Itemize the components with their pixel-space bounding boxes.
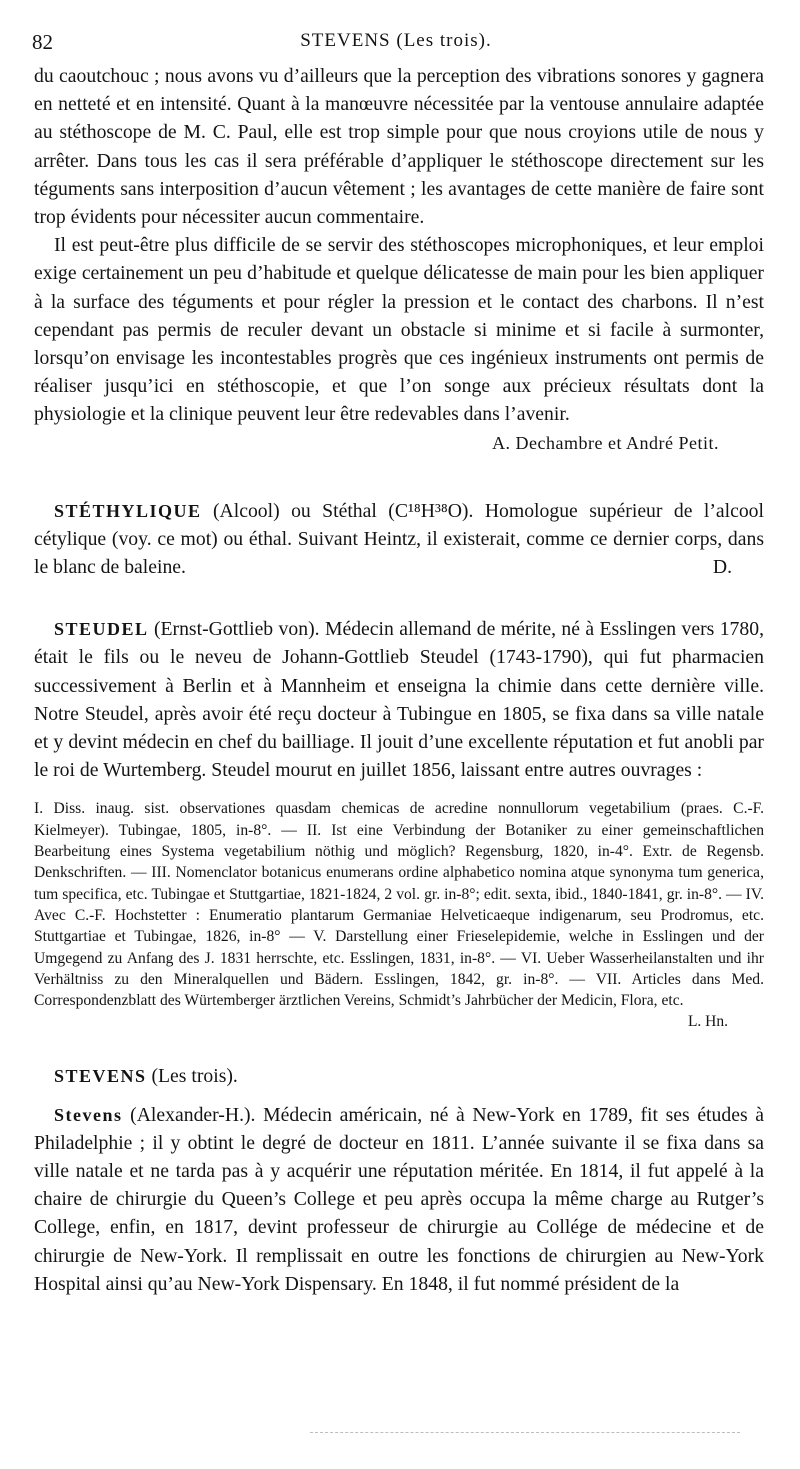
- entry-text: (Alcool) ou Stéthal (C¹⁸H³⁸O). Homologue supérieur de l’alcool cétylique (voy. ce mot) ou éthal. Suivant Heintz, il existerait, comme ce dernier corps, dans le blanc de baleine.: [34, 499, 764, 579]
- stethoscope-paragraph-1: du caoutchouc ; nous avons vu d’ailleurs que la perception des vibrations sonores y gagnera en netteté et en intensité. Quant à la manœuvre nécessitée par la ventouse annulaire adaptée au stéthoscope de M. C. Paul, elle est trop simple pour que nous croyions utile de nous y arrêter. Dans tous les cas il sera préférable d’appliquer le stéthoscope directement sur les téguments sans interposition d’aucun vêtement ; les avantages de cette manière de faire sont trop évidents pour nécessiter aucun commentaire.: [34, 65, 764, 229]
- entry-initials: L. Hn.: [687, 1013, 728, 1031]
- article-body: [34, 62, 764, 1298]
- person-name: Stevens: [54, 1104, 123, 1125]
- page-number: 82: [32, 30, 53, 54]
- bibliography: I. Diss. inaug. sist. observationes quasdam chemicas de acredine nonnullorum vegetabilium (praes. C.-F. Kielmeyer). Tubingae, 1805, in-8°. — II. Ist eine Verbindung der Botaniker zu einer gemeinschaftlichen Bearbeitung eines Systema vegetabilium nöthig und möglich? Regensburg, 1820, in-4°. Extr. de Regensb. Denkschriften. — III. Nomenclator botanicus enumerans ordine alphabetico nomina atque synonyma tum generica, tum specifica, etc. Tubingae et Stuttgartiae, 1821-1824, 2 vol. gr. in-8°; edit. sexta, ibid., 1840-1841, gr. in-8°. — IV. Avec C.-F. Hochstetter : Enumeratio plantarum Germaniae Helveticaeque indigenarum, seu Prodromus, etc. Stuttgartiae et Tubingae, 1826, in-8° — V. Darstellung einer Frieselepidemie, welche in Esslingen und der Umgegend zu Anfang des J. 1831 herrschte, etc. Esslingen, 1831, in-8°. — VI. Ueber Wasserheilanstalten und ihr Verhältniss zu den Mineralquellen und Bädern. Esslingen, 1842, gr. in-8°. — VII. Articles dans Med. Correspondenzblatt des Würtemberger ärztlichen Vereins, Schmidt’s Jahrbücher der Medicin, Flora, etc.: [34, 800, 764, 1010]
- entry-stevens: [34, 1062, 764, 1298]
- running-title: STEVENS (Les trois).: [300, 30, 492, 51]
- author-signature: A. Dechambre et André Petit.: [492, 432, 719, 453]
- entry-headword: STEUDEL: [54, 619, 149, 640]
- bottom-scan-marks: [310, 1432, 740, 1435]
- stethoscope-paragraph-2: Il est peut-être plus difficile de se servir des stéthoscopes microphoniques, et leur emploi exige certainement un peu d’habitude et quelque délicatesse de main pour les bien appliquer à la surface des téguments et pour régler la pression et le contact des charbons. Il n’est cependant pas permis de reculer devant un obstacle si minime et si facile à surmonter, lorsqu’on envisage les incontestables progrès que ces ingénieux instruments ont permis de réaliser jusqu’ici en stéthoscopie, et que l’on songe aux précieux résultats dont la physiologie et la clinique peuvent leur être redevables dans l’avenir.: [34, 234, 764, 426]
- stevens-alexander-paragraph: [34, 1101, 764, 1298]
- entry-text: (Ernst-Gottlieb von). Médecin allemand de mérite, né à Esslingen vers 1780, était le fils ou le neveu de Johann-Gottlieb Steudel (1743-1790), qui fut pharmacien successivement à Berlin et à Mannheim et enseigna la chimie dans cette dernière ville. Notre Steudel, après avoir été reçu docteur à Tubingue en 1805, se fixa dans sa ville natale et y devint médecin en chef du bailliage. Il jouit d’une excellente réputation et fut anobli par le roi de Wurtemberg. Steudel mourut en juillet 1856, laissant entre autres ouvrages :: [34, 618, 765, 782]
- entry-text: (Alexander-H.). Médecin américain, né à New-York en 1789, fit ses études à Philadelphie ; il y obtint le degré de docteur en 1811. L’année suivante il se fixa dans sa ville natale et ne tarda pas à y acquérir une réputation méritée. En 1814, il fut appelé à la chaire de chirurgie du Queen’s College et peu après occupa la même charge au Rutger’s College, enfin, en 1817, devint professeur de chirurgie au Collége de médecine et de chirurgie de New-York. Il remplissait en outre les fonctions de chirurgien au New-York Hospital ainsi qu’au New-York Dispensary. En 1848, il fut nommé président de la: [34, 1103, 764, 1295]
- page-header: [32, 30, 760, 60]
- entry-initials: D.: [712, 556, 732, 579]
- entry-subtitle: (Les trois).: [151, 1065, 238, 1088]
- entry-steudel: [34, 615, 764, 1032]
- entry-headword: STEVENS: [54, 1066, 147, 1087]
- entry-headword: STÉTHYLIQUE: [54, 500, 202, 521]
- entry-stethylique: [34, 497, 764, 582]
